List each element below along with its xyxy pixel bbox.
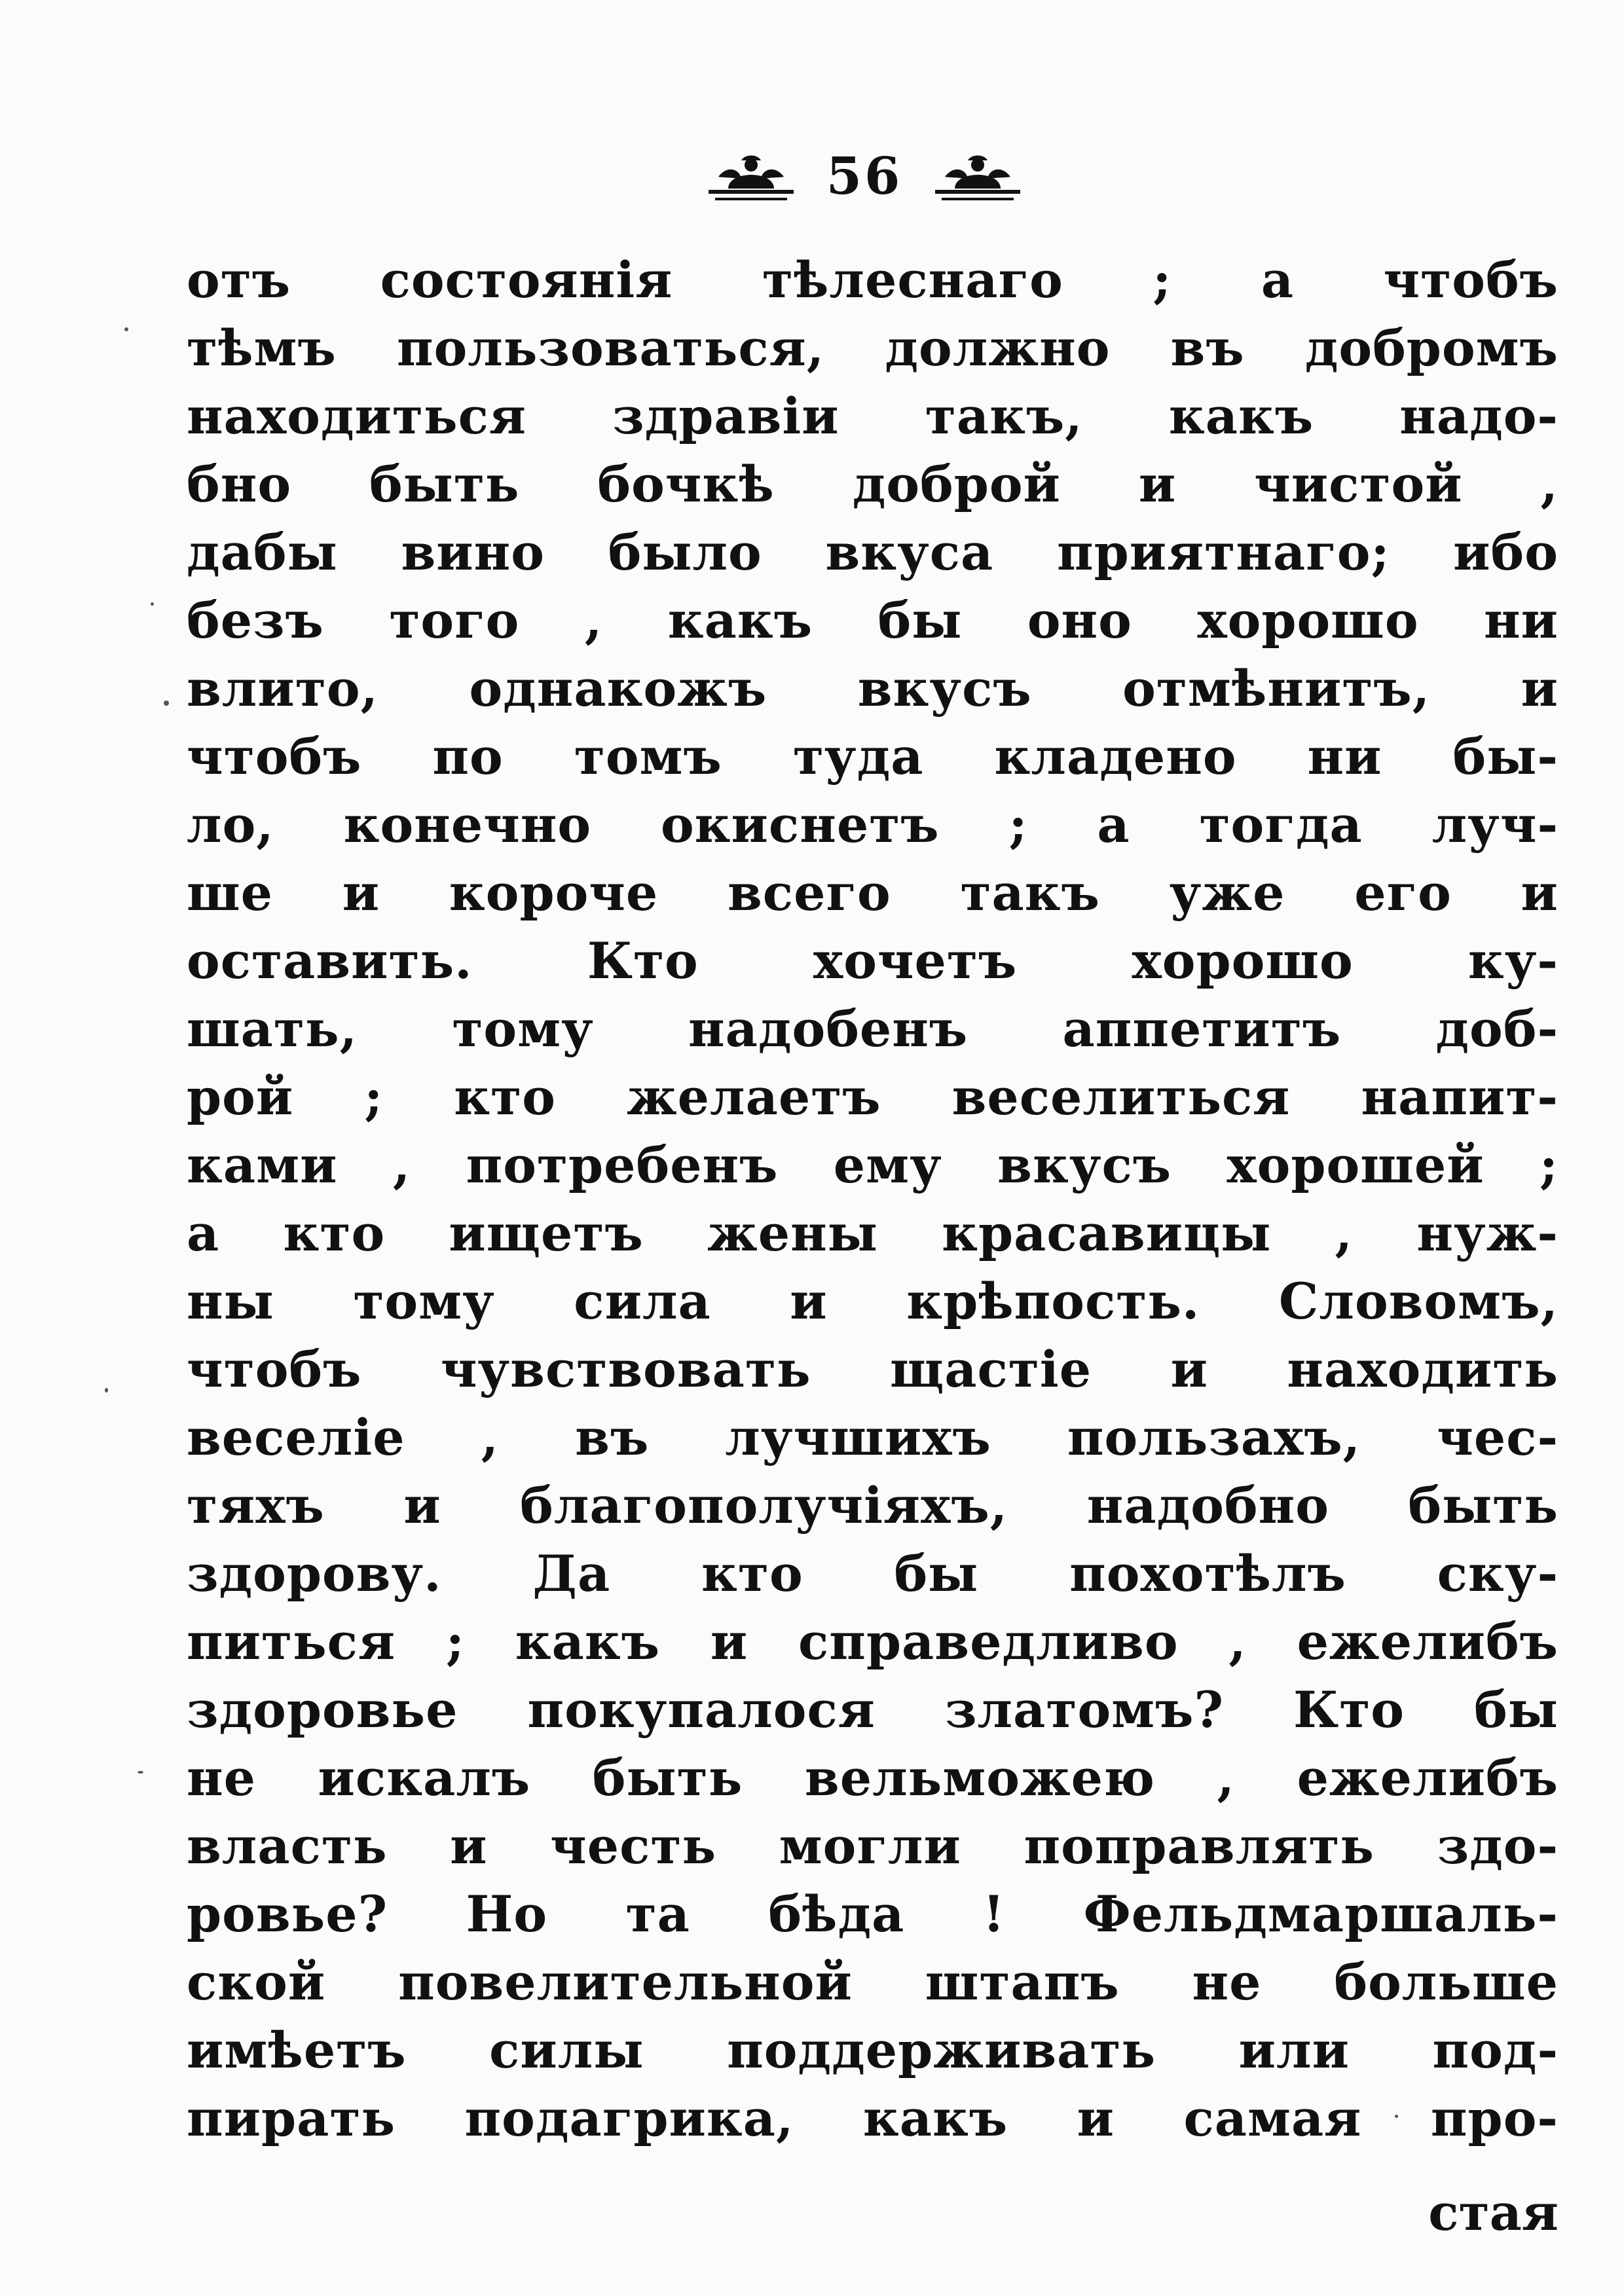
catchword: стая bbox=[1428, 2183, 1559, 2242]
word: могли bbox=[779, 1816, 961, 1875]
page-number: 56 bbox=[826, 147, 903, 206]
word: надобенъ bbox=[688, 999, 969, 1058]
word: та bbox=[625, 1884, 690, 1943]
word: оно bbox=[1027, 591, 1132, 649]
word: потребенъ bbox=[466, 1135, 779, 1194]
word: чувствовать bbox=[440, 1339, 811, 1398]
text-line bbox=[187, 314, 1559, 382]
word: покупалося bbox=[527, 1680, 876, 1739]
word: штапъ bbox=[925, 1952, 1120, 2011]
word: кто bbox=[701, 1544, 803, 1603]
word: щастіе bbox=[890, 1339, 1092, 1398]
paper-speck bbox=[138, 1771, 143, 1774]
word: находить bbox=[1287, 1339, 1559, 1398]
word: его bbox=[1354, 863, 1452, 922]
word: , bbox=[1540, 454, 1559, 513]
body-text bbox=[187, 246, 1559, 2152]
word: бочкѣ bbox=[597, 454, 775, 513]
word: хорошо bbox=[1197, 591, 1419, 649]
word: Кто bbox=[1293, 1680, 1405, 1739]
word: бы bbox=[894, 1544, 979, 1603]
word: состоянія bbox=[380, 250, 673, 309]
word: какъ bbox=[667, 591, 813, 649]
word: дабы bbox=[187, 522, 338, 581]
word: честь bbox=[550, 1816, 717, 1875]
text-line bbox=[187, 858, 1559, 926]
word: а bbox=[1097, 795, 1130, 854]
text-line bbox=[187, 450, 1559, 518]
text-line bbox=[187, 1812, 1559, 1880]
paper-speck bbox=[164, 701, 169, 706]
text-line bbox=[187, 1880, 1559, 1948]
word: ло, bbox=[187, 795, 274, 854]
word: искалъ bbox=[318, 1748, 531, 1807]
paper-speck bbox=[151, 602, 154, 606]
word: кто bbox=[454, 1067, 556, 1126]
word: надобно bbox=[1086, 1476, 1329, 1535]
word: и bbox=[1521, 863, 1559, 922]
word: и bbox=[1138, 454, 1177, 513]
text-line bbox=[187, 246, 1559, 314]
text-line bbox=[187, 1199, 1559, 1267]
word: бы- bbox=[1452, 727, 1559, 786]
word: рой bbox=[187, 1067, 294, 1126]
word: бѣда bbox=[768, 1884, 905, 1943]
word: тому bbox=[353, 1271, 495, 1330]
text-line bbox=[187, 1675, 1559, 1743]
word: тяхъ bbox=[187, 1476, 325, 1535]
word: всего bbox=[728, 863, 891, 922]
word: луч- bbox=[1431, 795, 1559, 854]
word: и bbox=[450, 1816, 488, 1875]
word: ; bbox=[445, 1612, 465, 1671]
paper-speck bbox=[124, 327, 128, 331]
word: кладено bbox=[994, 727, 1237, 786]
word: веселіе bbox=[187, 1408, 405, 1467]
word: самая bbox=[1183, 2088, 1362, 2147]
word: вельможею bbox=[804, 1748, 1155, 1807]
word: , bbox=[481, 1408, 500, 1467]
page-header bbox=[655, 141, 1074, 213]
word: вкусъ bbox=[997, 1135, 1172, 1194]
word: златомъ? bbox=[945, 1680, 1224, 1739]
word: влито, bbox=[187, 659, 379, 718]
word: хорошей bbox=[1227, 1135, 1485, 1194]
word: отмѣнитъ, bbox=[1122, 659, 1431, 718]
text-line bbox=[187, 1948, 1559, 2016]
text-line bbox=[187, 722, 1559, 790]
word: ками bbox=[187, 1135, 338, 1194]
word: томъ bbox=[574, 727, 722, 786]
word: окиснетъ bbox=[660, 795, 940, 854]
text-line bbox=[187, 1539, 1559, 1607]
word: про- bbox=[1430, 2088, 1559, 2147]
left-fleuron-icon bbox=[702, 151, 800, 203]
word: подагрика, bbox=[464, 2088, 794, 2147]
word: ! bbox=[982, 1884, 1006, 1943]
word: такъ, bbox=[925, 386, 1083, 445]
word: благополучіяхъ, bbox=[520, 1476, 1008, 1535]
word: , bbox=[392, 1135, 411, 1194]
word: здравіи bbox=[612, 386, 840, 445]
word: ; bbox=[1153, 250, 1172, 309]
word: чтобъ bbox=[1383, 250, 1559, 309]
word: приятнаго; bbox=[1056, 522, 1390, 581]
paper-speck bbox=[1395, 2115, 1398, 2118]
word: Да bbox=[532, 1544, 611, 1603]
word: вкуса bbox=[825, 522, 994, 581]
word: кто bbox=[283, 1203, 386, 1262]
word: ; bbox=[364, 1067, 384, 1126]
text-line bbox=[187, 1743, 1559, 1812]
word: , bbox=[584, 591, 603, 649]
word: бы bbox=[877, 591, 963, 649]
right-fleuron-icon bbox=[929, 151, 1027, 203]
word: красавицы bbox=[942, 1203, 1272, 1262]
word: и bbox=[403, 1476, 441, 1535]
word: хорошо bbox=[1132, 931, 1354, 990]
word: больше bbox=[1334, 1952, 1559, 2011]
word: уже bbox=[1169, 863, 1285, 922]
word: быть bbox=[369, 454, 520, 513]
word: должно bbox=[885, 318, 1111, 377]
word: ежелибъ bbox=[1297, 1612, 1559, 1671]
text-line bbox=[187, 926, 1559, 994]
word: какъ bbox=[1168, 386, 1314, 445]
word: надо- bbox=[1399, 386, 1559, 445]
word: и bbox=[1170, 1339, 1208, 1398]
word: ровье? bbox=[187, 1884, 388, 1943]
word: быть bbox=[592, 1748, 743, 1807]
text-line bbox=[187, 586, 1559, 654]
text-line bbox=[187, 1267, 1559, 1335]
word: , bbox=[1335, 1203, 1354, 1262]
text-line bbox=[187, 994, 1559, 1063]
word: пользахъ, bbox=[1067, 1408, 1361, 1467]
word: быть bbox=[1408, 1476, 1559, 1535]
word: находиться bbox=[187, 386, 526, 445]
word: въ bbox=[1170, 318, 1245, 377]
word: под- bbox=[1432, 2020, 1559, 2079]
word: короче bbox=[449, 863, 659, 922]
word: имѣетъ bbox=[187, 2020, 407, 2079]
word: а bbox=[187, 1203, 220, 1262]
word: безъ bbox=[187, 591, 324, 649]
word: бы bbox=[1474, 1680, 1559, 1739]
text-line bbox=[187, 382, 1559, 450]
word: того bbox=[389, 591, 520, 649]
word: здо- bbox=[1437, 1816, 1559, 1875]
word: ; bbox=[1008, 795, 1028, 854]
word: тѣлеснаго bbox=[762, 250, 1063, 309]
word: ибо bbox=[1453, 522, 1559, 581]
word: напит- bbox=[1361, 1067, 1559, 1126]
text-line bbox=[187, 1131, 1559, 1199]
word: туда bbox=[792, 727, 924, 786]
text-line bbox=[187, 654, 1559, 722]
text-line bbox=[187, 518, 1559, 586]
word: добромъ bbox=[1304, 318, 1559, 377]
word: доб- bbox=[1435, 999, 1559, 1058]
word: ; bbox=[1539, 1135, 1559, 1194]
word: не bbox=[187, 1748, 256, 1807]
word: поправлять bbox=[1024, 1816, 1375, 1875]
word: или bbox=[1238, 2020, 1350, 2079]
text-line bbox=[187, 1063, 1559, 1131]
word: хочетъ bbox=[813, 931, 1018, 990]
word: поддерживать bbox=[727, 2020, 1156, 2079]
word: крѣпость. bbox=[906, 1271, 1200, 1330]
word: доброй bbox=[852, 454, 1061, 513]
word: и bbox=[790, 1271, 828, 1330]
word: ше bbox=[187, 863, 274, 922]
text-line bbox=[187, 1403, 1559, 1471]
word: тѣмъ bbox=[187, 318, 337, 377]
text-line bbox=[187, 2084, 1559, 2152]
word: вкусъ bbox=[857, 659, 1032, 718]
word: ни bbox=[1483, 591, 1559, 649]
word: какъ bbox=[515, 1612, 661, 1671]
word: жены bbox=[707, 1203, 878, 1262]
word: ску- bbox=[1437, 1544, 1559, 1603]
word: , bbox=[1217, 1748, 1235, 1807]
word: вино bbox=[401, 522, 545, 581]
word: повелительной bbox=[398, 1952, 853, 2011]
word: и bbox=[1521, 659, 1559, 718]
word: лучшихъ bbox=[725, 1408, 991, 1467]
word: справедливо bbox=[798, 1612, 1179, 1671]
text-line bbox=[187, 1471, 1559, 1539]
word: пользоваться, bbox=[396, 318, 825, 377]
word: Фельдмаршаль- bbox=[1083, 1884, 1559, 1943]
word: желаетъ bbox=[626, 1067, 881, 1126]
word: аппетитъ bbox=[1062, 999, 1342, 1058]
word: силы bbox=[489, 2020, 644, 2079]
text-line bbox=[187, 790, 1559, 858]
word: по bbox=[432, 727, 504, 786]
word: и bbox=[710, 1612, 748, 1671]
text-line bbox=[187, 1335, 1559, 1403]
word: отъ bbox=[187, 250, 291, 309]
word: бно bbox=[187, 454, 292, 513]
word: ской bbox=[187, 1952, 326, 2011]
paper-speck bbox=[105, 1388, 108, 1393]
word: власть bbox=[187, 1816, 388, 1875]
word: не bbox=[1192, 1952, 1262, 2011]
word: чес- bbox=[1437, 1408, 1559, 1467]
word: Но bbox=[466, 1884, 548, 1943]
word: и bbox=[1077, 2088, 1115, 2147]
word: такъ bbox=[960, 863, 1100, 922]
word: конечно bbox=[343, 795, 592, 854]
text-line bbox=[187, 1607, 1559, 1675]
word: какъ bbox=[862, 2088, 1008, 2147]
word: ни bbox=[1307, 727, 1382, 786]
word: питься bbox=[187, 1612, 396, 1671]
word: а bbox=[1261, 250, 1295, 309]
word: нуж- bbox=[1416, 1203, 1559, 1262]
word: чтобъ bbox=[187, 727, 362, 786]
text-line bbox=[187, 2016, 1559, 2084]
word: тому bbox=[452, 999, 594, 1058]
word: шать, bbox=[187, 999, 358, 1058]
word: ку- bbox=[1467, 931, 1559, 990]
word: было bbox=[608, 522, 762, 581]
word: пирать bbox=[187, 2088, 396, 2147]
word: ежелибъ bbox=[1297, 1748, 1559, 1807]
word: въ bbox=[575, 1408, 650, 1467]
word: ны bbox=[187, 1271, 274, 1330]
word: веселиться bbox=[951, 1067, 1291, 1126]
word: здорову. bbox=[187, 1544, 442, 1603]
word: ищетъ bbox=[449, 1203, 644, 1262]
word: оставить. bbox=[187, 931, 473, 990]
word: Кто bbox=[587, 931, 699, 990]
word: ему bbox=[833, 1135, 942, 1194]
word: тогда bbox=[1199, 795, 1363, 854]
word: Словомъ, bbox=[1278, 1271, 1559, 1330]
word: однакожъ bbox=[469, 659, 767, 718]
word: , bbox=[1228, 1612, 1247, 1671]
word: сила bbox=[574, 1271, 711, 1330]
word: здоровье bbox=[187, 1680, 458, 1739]
word: чистой bbox=[1254, 454, 1463, 513]
word: чтобъ bbox=[187, 1339, 362, 1398]
word: и bbox=[342, 863, 380, 922]
word: похотѣлъ bbox=[1069, 1544, 1346, 1603]
